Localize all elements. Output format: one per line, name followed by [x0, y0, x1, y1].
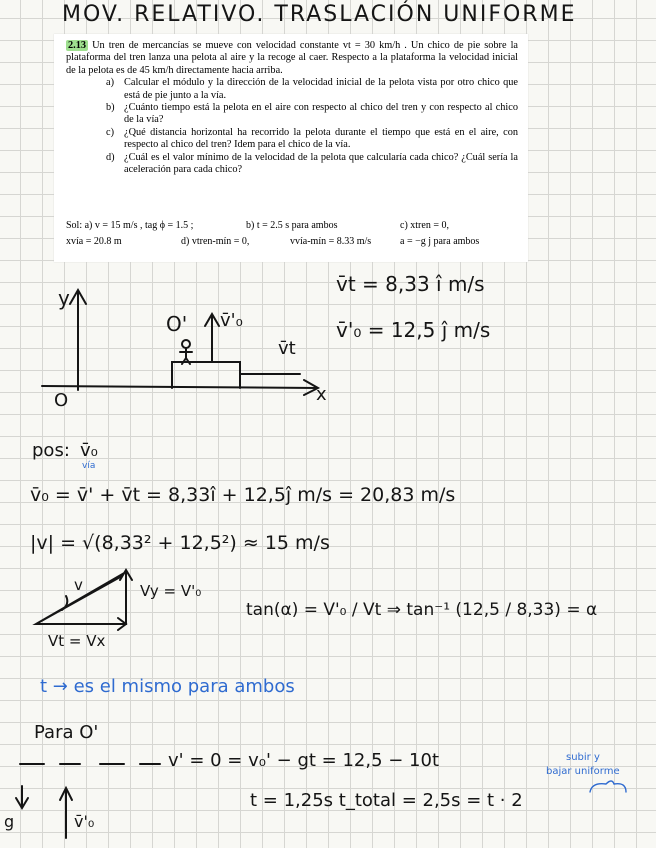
origin-label: O	[54, 390, 69, 411]
v0p-arrow	[205, 314, 219, 362]
tan-equation: tan(α) = V'₀ / Vt ⇒ tan⁻¹ (12,5 / 8,33) = α	[246, 600, 598, 620]
pos-label: pos:	[32, 440, 70, 461]
person-icon	[182, 340, 190, 348]
g-label: g	[4, 812, 15, 831]
solution-c: c) xtren = 0,	[400, 220, 449, 231]
solution-vvia: vvía-mín = 8.33 m/s	[290, 236, 372, 247]
triangle-v-label: v	[74, 576, 83, 594]
brace	[590, 781, 626, 792]
time-equation: t = 1,25s t_total = 2,5s = t · 2	[250, 790, 523, 811]
solution-b: b) t = 2.5 s para ambos	[246, 220, 338, 231]
problem-number: 2.13	[68, 40, 87, 51]
side-note-2: bajar uniforme	[546, 766, 620, 777]
velocity-zero-equation: v' = 0 = v₀' − gt = 12,5 − 10t	[168, 750, 440, 771]
axis-y-label: y	[58, 286, 70, 310]
vt-equation: v̄t = 8,33 î m/s	[336, 272, 485, 296]
train-platform	[172, 362, 300, 388]
item-text: ¿Qué distancia horizontal ha recorrido la pelota durante el tiempo que está en el aire, con respecto al chico del tren? Idem para el chico de la vía.	[124, 126, 518, 151]
solution-xvia: xvía = 20.8 m	[66, 236, 122, 247]
x-axis	[42, 380, 318, 395]
item-label: a)	[106, 77, 114, 89]
item-text: ¿Cuánto tiempo está la pelota en el aire con respecto al chico del tren y con respecto al chico de la vía?	[124, 102, 518, 126]
observer-label: O'	[166, 312, 188, 336]
solution-d: d) vtren-mín = 0,	[181, 236, 250, 247]
item-text: ¿Cuál es el valor mínimo de la velocidad de la pelota que calcularía cada chico? ¿Cuál sería la aceleración para cada chico?	[124, 151, 518, 176]
pos-sub: vía	[82, 461, 96, 471]
v0p-small-arrow	[60, 788, 72, 838]
g-arrow	[16, 786, 28, 808]
y-axis	[70, 290, 86, 390]
item-text: Calcular el módulo y la dirección de la velocidad inicial de la pelota vista por otro chico que está de pie junto a la vía.	[124, 77, 518, 101]
v0p-label: v̄'₀	[220, 310, 243, 331]
pos-vector: v̄₀	[80, 440, 98, 461]
v0p-equation: v̄'₀ = 12,5 ĵ m/s	[336, 318, 491, 342]
problem-statement: Un tren de mercancías se mueve con velocidad constante vt = 30 km/h . Un chico de pie sobre la plataforma del tren lanza una pelota al aire y la recoge al caer. Respecto a la plataforma la velocidad inicial de la pelota es de 45 km/h directamente hacia arriba.	[66, 40, 518, 76]
axis-x-label: x	[316, 384, 327, 405]
vt-label: v̄t	[278, 338, 296, 359]
solution-a: Sol: a) v = 15 m/s , tag ϕ = 1.5 ;	[66, 220, 194, 231]
para-label: Para O'	[34, 722, 99, 743]
v0p-small-label: v̄'₀	[74, 812, 95, 831]
velocity-triangle	[36, 570, 132, 630]
solution-acc: a = −g j para ambos	[400, 236, 480, 247]
item-label: b)	[106, 102, 115, 114]
velocity-sum-equation: v̄₀ = v̄' + v̄t = 8,33î + 12,5ĵ m/s = 20,83 m/s	[30, 484, 456, 506]
same-time-note: t → es el mismo para ambos	[40, 676, 295, 697]
velocity-modulus-equation: |v| = √(8,33² + 12,5²) ≈ 15 m/s	[30, 532, 330, 554]
page-title: MOV. RELATIVO. TRASLACIÓN UNIFORME	[62, 2, 577, 27]
triangle-vy-label: Vy = V'₀	[140, 582, 202, 600]
item-label: d)	[106, 151, 115, 163]
side-note-1: subir y	[566, 752, 600, 763]
triangle-vx-label: Vt = Vx	[48, 632, 106, 650]
item-label: c)	[106, 126, 114, 138]
